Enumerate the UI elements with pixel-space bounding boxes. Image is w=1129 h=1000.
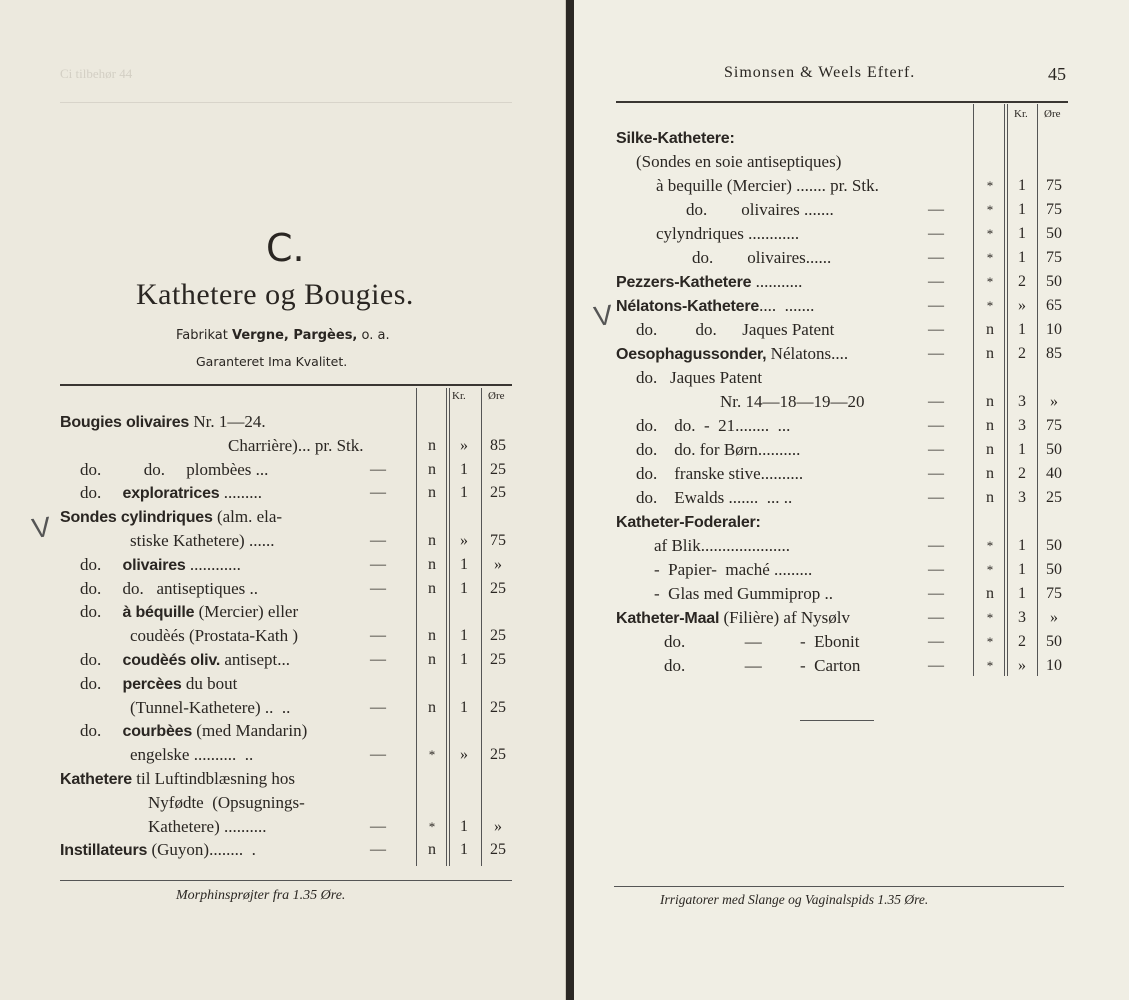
price-row-do-antiseptiques (80, 577, 258, 601)
row-kr-cell: 1 (1018, 225, 1026, 242)
table-top-rule (60, 384, 512, 386)
row-description: ............ (185, 554, 241, 574)
price-row-coudees-prostata (130, 624, 298, 648)
row-kr-cell: 1 (1018, 249, 1026, 266)
row-ore-cell: 50 (1046, 441, 1062, 458)
row-description: antisept... (220, 650, 290, 669)
row-kr-cell: 1 (1018, 321, 1026, 338)
col-divider (481, 388, 482, 866)
row-dash-cell: — (928, 417, 944, 434)
row-ore-cell: 25 (490, 484, 506, 502)
row-mark-cell: * (986, 202, 994, 217)
row-mark-cell: n (986, 465, 994, 482)
section-end-rule (800, 720, 874, 721)
row-product-name: courbèes (122, 723, 193, 741)
row-kr-cell: » (460, 746, 468, 764)
row-mark-cell: * (428, 747, 436, 763)
row-description: do. Jaques Patent (636, 368, 763, 387)
row-ore-cell: 75 (1046, 249, 1062, 266)
footer-note: Morphinsprøjter fra 1.35 Øre. (176, 888, 346, 903)
row-ore-cell: 10 (1046, 321, 1062, 338)
fabrikat-line (176, 328, 390, 343)
row-ore-cell: 25 (490, 627, 506, 645)
row-product-name: percèes (122, 675, 182, 693)
row-description: do. — - Carton (664, 656, 861, 675)
row-description: (Tunnel-Kathetere) .. .. (130, 697, 291, 717)
row-kr-cell: » (460, 436, 468, 454)
margin-tick-mark: V (591, 298, 615, 333)
row-ore-cell: 75 (1046, 417, 1062, 434)
row-dash-cell: — (370, 460, 386, 478)
row-description: do. do. Jaques Patent (636, 320, 835, 339)
col-kr-header: Kr. (452, 390, 466, 402)
row-description: engelske .......... .. (130, 745, 254, 765)
row-description: du bout (181, 673, 238, 693)
row-mark-cell: * (986, 610, 994, 625)
row-product-name: à béquille (122, 604, 195, 622)
price-row-do-jaques-patent (636, 318, 834, 342)
row-description: do. do. plombèes ... (80, 459, 269, 479)
row-dash-cell: — (370, 579, 386, 597)
bleed-through-text: Ci tilbehør 44 (60, 66, 133, 81)
price-row-engelske (130, 743, 253, 767)
price-row-do-olivaires (80, 553, 241, 577)
row-ore-cell: 75 (1046, 177, 1062, 194)
row-mark-cell: n (986, 417, 994, 434)
row-kr-cell: 3 (1018, 417, 1026, 434)
row-product-name: Instillateurs (60, 842, 148, 860)
row-mark-cell: n (428, 532, 436, 549)
row-product-name: Pezzers-Kathetere (616, 274, 752, 291)
row-dash-cell: — (370, 627, 386, 645)
row-ditto: do. (80, 673, 123, 693)
row-ore-cell: 25 (490, 841, 506, 859)
row-description: (alm. ela- (212, 507, 283, 527)
row-description: Nélatons.... (766, 344, 849, 363)
price-row-silke-kathetere (616, 126, 735, 150)
row-product-name: coudèés oliv. (122, 652, 221, 669)
row-kr-cell: 2 (1018, 273, 1026, 290)
row-description: (Mercier) eller (194, 602, 299, 622)
price-row-a-bequille-mercier (656, 174, 879, 198)
row-dash-cell: — (928, 273, 944, 290)
price-row-pezzers-kathetere (616, 270, 802, 294)
row-ditto: do. (80, 602, 123, 622)
row-kr-cell: 1 (1018, 201, 1026, 218)
row-dash-cell: — (370, 746, 386, 764)
row-ore-cell: 65 (1046, 297, 1062, 314)
price-row-papier-mache (654, 558, 812, 582)
row-mark-cell: * (986, 658, 994, 673)
price-row-do-for-born (636, 438, 800, 462)
row-dash-cell: — (928, 537, 944, 554)
row-mark-cell: n (428, 698, 436, 716)
row-kr-cell: 1 (1018, 537, 1026, 554)
price-row-af-blik (654, 534, 790, 558)
row-product-name: Silke-Kathetere: (616, 130, 735, 147)
row-ore-cell: 25 (490, 746, 506, 764)
row-dash-cell: — (928, 561, 944, 578)
row-ore-cell: 75 (1046, 585, 1062, 602)
price-row-cylyndriques (656, 222, 799, 246)
row-dash-cell: — (928, 321, 944, 338)
row-mark-cell: * (986, 562, 994, 577)
price-row-do-ewalds (636, 486, 792, 510)
row-mark-cell: n (986, 321, 994, 338)
row-dash-cell: — (370, 484, 386, 502)
row-ore-cell: 50 (1046, 537, 1062, 554)
col-ore-header: Øre (488, 390, 505, 402)
row-description: - Glas med Gummiprop .. (654, 584, 833, 603)
row-ore-cell: 50 (1046, 273, 1062, 290)
row-kr-cell: 1 (460, 817, 468, 835)
row-kr-cell: 2 (1018, 345, 1026, 362)
price-row-do-franske-stive (636, 462, 803, 486)
row-mark-cell: n (428, 841, 436, 859)
row-mark-cell: * (986, 178, 994, 193)
row-description: do. olivaires ....... (686, 200, 834, 219)
row-ore-cell: 50 (1046, 561, 1062, 578)
row-kr-cell: 3 (1018, 609, 1026, 626)
row-mark-cell: n (428, 555, 436, 573)
row-description: Kathetere) .......... (148, 816, 267, 836)
row-mark-cell: * (986, 298, 994, 313)
row-description: Nr. 1—24. (189, 412, 266, 431)
row-description: coudèés (Prostata-Kath ) (130, 626, 299, 646)
price-row-katheter-maal (616, 606, 850, 630)
row-kr-cell: 1 (1018, 441, 1026, 458)
row-mark-cell: * (986, 538, 994, 553)
row-description: Nr. 14—18—19—20 (720, 392, 865, 411)
row-kr-cell: 1 (1018, 585, 1026, 602)
row-kr-cell: 1 (460, 579, 468, 597)
running-header: Simonsen & Weels Efterf. (724, 64, 916, 81)
row-mark-cell: * (986, 226, 994, 241)
col-divider (446, 388, 447, 866)
row-dash-cell: — (928, 249, 944, 266)
row-ditto: do. (80, 554, 123, 574)
margin-tick-mark: V (29, 510, 53, 545)
col-divider (416, 388, 417, 866)
row-product-name: Katheter-Foderaler: (616, 514, 761, 531)
price-row-instillateurs (60, 838, 256, 862)
row-description: (Filière) af Nysølv (719, 608, 850, 627)
row-description: do. do. antiseptiques .. (80, 578, 259, 598)
row-kr-cell: 2 (1018, 465, 1026, 482)
price-row-opsugnings-kathetere (148, 815, 266, 839)
row-kr-cell: 3 (1018, 489, 1026, 506)
row-description: do. do. for Børn.......... (636, 440, 801, 459)
col-divider (973, 104, 974, 676)
row-ore-cell: 10 (1046, 657, 1062, 674)
row-description: .... ....... (759, 296, 815, 315)
price-row-do-exploratrices (80, 481, 262, 505)
row-description: til Luftindblæsning hos (132, 769, 295, 788)
row-ore-cell: 50 (1046, 225, 1062, 242)
row-description: do. Ewalds ....... ... .. (636, 488, 793, 507)
row-dash-cell: — (370, 817, 386, 835)
price-row-do-ebonit (664, 630, 860, 654)
row-ore-cell: » (1050, 609, 1058, 626)
row-description: stiske Kathetere) ...... (130, 531, 275, 550)
price-row-do-coudees-oliv (80, 648, 290, 672)
col-ore-header: Øre (1044, 108, 1061, 120)
fabrikat-suffix: o. a. (361, 328, 390, 343)
row-mark-cell: n (428, 484, 436, 502)
row-description: Nyfødte (Opsugnings- (148, 792, 305, 812)
price-row-sondes-en-soie (636, 150, 841, 174)
price-row-do-olivaires-r (686, 198, 834, 222)
row-kr-cell: » (460, 532, 468, 549)
row-ore-cell: » (494, 817, 502, 835)
row-ore-cell: » (494, 555, 502, 573)
row-ore-cell: 75 (1046, 201, 1062, 218)
row-dash-cell: — (370, 698, 386, 716)
row-dash-cell: — (370, 841, 386, 859)
col-kr-header: Kr. (1014, 108, 1028, 120)
row-product-name: Oesophagussonder, (616, 346, 767, 363)
row-product-name: Sondes cylindriques (60, 509, 213, 527)
row-mark-cell: n (428, 436, 436, 454)
book-gutter (566, 0, 574, 1000)
price-row-sondes-kathetere (130, 529, 274, 553)
fabrikat-prefix: Fabrikat (176, 328, 228, 343)
row-description: ........... (751, 272, 803, 291)
row-mark-cell: n (428, 627, 436, 645)
col-divider (449, 388, 450, 866)
footer-rule (60, 880, 512, 881)
row-product-name: exploratrices (122, 485, 220, 503)
row-mark-cell: * (428, 818, 436, 834)
row-kr-cell: » (1018, 657, 1026, 674)
row-ore-cell: 25 (490, 460, 506, 478)
row-kr-cell: 2 (1018, 633, 1026, 650)
row-dash-cell: — (370, 555, 386, 573)
row-ore-cell: 85 (490, 436, 506, 454)
row-mark-cell: n (986, 345, 994, 362)
row-mark-cell: n (428, 460, 436, 478)
row-kr-cell: 1 (460, 841, 468, 859)
row-kr-cell: 1 (460, 484, 468, 502)
row-ditto: do. (80, 483, 123, 503)
header-rule (616, 101, 1068, 103)
row-ore-cell: 25 (490, 698, 506, 716)
row-product-name: Katheter-Maal (616, 610, 720, 627)
row-kr-cell: 1 (460, 651, 468, 668)
row-dash-cell: — (928, 465, 944, 482)
row-mark-cell: n (428, 651, 436, 668)
price-row-nr-14-20 (720, 390, 865, 414)
row-product-name: Kathetere (60, 771, 133, 788)
col-divider (1007, 104, 1008, 676)
row-description: ......... (219, 483, 263, 503)
section-letter: C. (266, 226, 305, 270)
row-dash-cell: — (928, 201, 944, 218)
guarantee-line: Garanteret Ima Kvalitet. (196, 354, 348, 369)
row-kr-cell: » (1018, 297, 1026, 314)
row-description: cylyndriques ............ (656, 224, 800, 243)
right-page (574, 0, 1129, 1000)
price-row-katheter-foderaler (616, 510, 761, 534)
fabrikat-brand: Vergne, Pargèes, (231, 328, 358, 343)
row-description: (med Mandarin) (192, 721, 308, 741)
price-row-do-carton (664, 654, 860, 678)
row-description: af Blik..................... (654, 536, 790, 555)
row-description: do. do. - 21........ ... (636, 416, 791, 435)
row-description: do. — - Ebonit (664, 632, 860, 651)
ghost-rule (60, 102, 512, 103)
price-row-bougies-olivaires (60, 410, 266, 434)
row-mark-cell: * (986, 250, 994, 265)
row-mark-cell: n (986, 393, 994, 410)
row-ditto: do. (80, 721, 123, 741)
price-row-do-courbees (80, 719, 307, 743)
row-mark-cell: n (986, 585, 994, 602)
row-kr-cell: 3 (1018, 393, 1026, 410)
price-row-kathetere-luftindblaesning (60, 767, 295, 791)
row-ore-cell: 25 (1046, 489, 1062, 506)
row-ore-cell: » (1050, 393, 1058, 410)
row-kr-cell: 1 (1018, 561, 1026, 578)
row-ditto: do. (80, 650, 123, 669)
row-description: - Papier- maché ......... (654, 560, 813, 579)
row-ore-cell: 50 (1046, 633, 1062, 650)
price-row-do-plombees (80, 458, 268, 482)
row-kr-cell: 1 (460, 555, 468, 573)
row-ore-cell: 75 (490, 532, 506, 549)
row-kr-cell: 1 (460, 698, 468, 716)
row-ore-cell: 25 (490, 651, 506, 668)
col-divider (1037, 104, 1038, 676)
row-mark-cell: n (986, 441, 994, 458)
price-row-do-21 (636, 414, 790, 438)
row-description: (Guyon)........ . (147, 840, 256, 860)
row-ore-cell: 40 (1046, 465, 1062, 482)
row-dash-cell: — (928, 489, 944, 506)
row-dash-cell: — (928, 393, 944, 410)
row-product-name: olivaires (122, 556, 186, 574)
row-description: do. franske stive.......... (636, 464, 804, 483)
row-ore-cell: 25 (490, 579, 506, 597)
row-mark-cell: * (986, 274, 994, 289)
row-dash-cell: — (928, 297, 944, 314)
footer-rule (614, 886, 1064, 887)
price-row-do-percees (80, 672, 237, 696)
col-divider (1004, 104, 1005, 676)
row-dash-cell: — (928, 441, 944, 458)
price-row-bougies-charriere (228, 434, 364, 458)
page-number: 45 (1048, 64, 1066, 84)
row-kr-cell: 1 (1018, 177, 1026, 194)
row-mark-cell: n (986, 489, 994, 506)
row-mark-cell: * (986, 634, 994, 649)
row-kr-cell: 1 (460, 627, 468, 645)
row-description: à bequille (Mercier) ....... pr. Stk. (656, 176, 879, 195)
row-kr-cell: 1 (460, 460, 468, 478)
row-dash-cell: — (370, 532, 386, 549)
price-row-nelatons-kathetere (616, 294, 814, 318)
row-product-name: Nélatons-Kathetere (616, 298, 760, 315)
price-row-glas-gummiprop (654, 582, 833, 606)
price-row-nyfodte (148, 791, 305, 815)
row-dash-cell: — (928, 657, 944, 674)
price-row-sondes-cylindriques (60, 505, 282, 529)
price-row-tunnel-kathetere (130, 696, 290, 720)
price-row-oesophagussonder (616, 342, 848, 366)
page-title: Kathetere og Bougies. (136, 278, 414, 311)
row-dash-cell: — (928, 225, 944, 242)
row-dash-cell: — (928, 609, 944, 626)
row-dash-cell: — (928, 633, 944, 650)
row-description: (Sondes en soie antiseptiques) (636, 152, 842, 171)
row-ore-cell: 85 (1046, 345, 1062, 362)
row-mark-cell: n (428, 579, 436, 597)
price-row-do-bequille (80, 600, 298, 624)
footer-note: Irrigatorer med Slange og Vaginalspids 1.35 Øre. (660, 892, 929, 907)
row-dash-cell: — (928, 345, 944, 362)
price-row-do-jaques-patent-2 (636, 366, 762, 390)
row-product-name: Bougies olivaires (60, 414, 190, 431)
row-description: Charrière)... pr. Stk. (228, 435, 364, 455)
row-description: do. olivaires...... (692, 248, 832, 267)
row-dash-cell: — (370, 651, 386, 668)
row-dash-cell: — (928, 585, 944, 602)
price-row-do-olivaires-r2 (692, 246, 831, 270)
